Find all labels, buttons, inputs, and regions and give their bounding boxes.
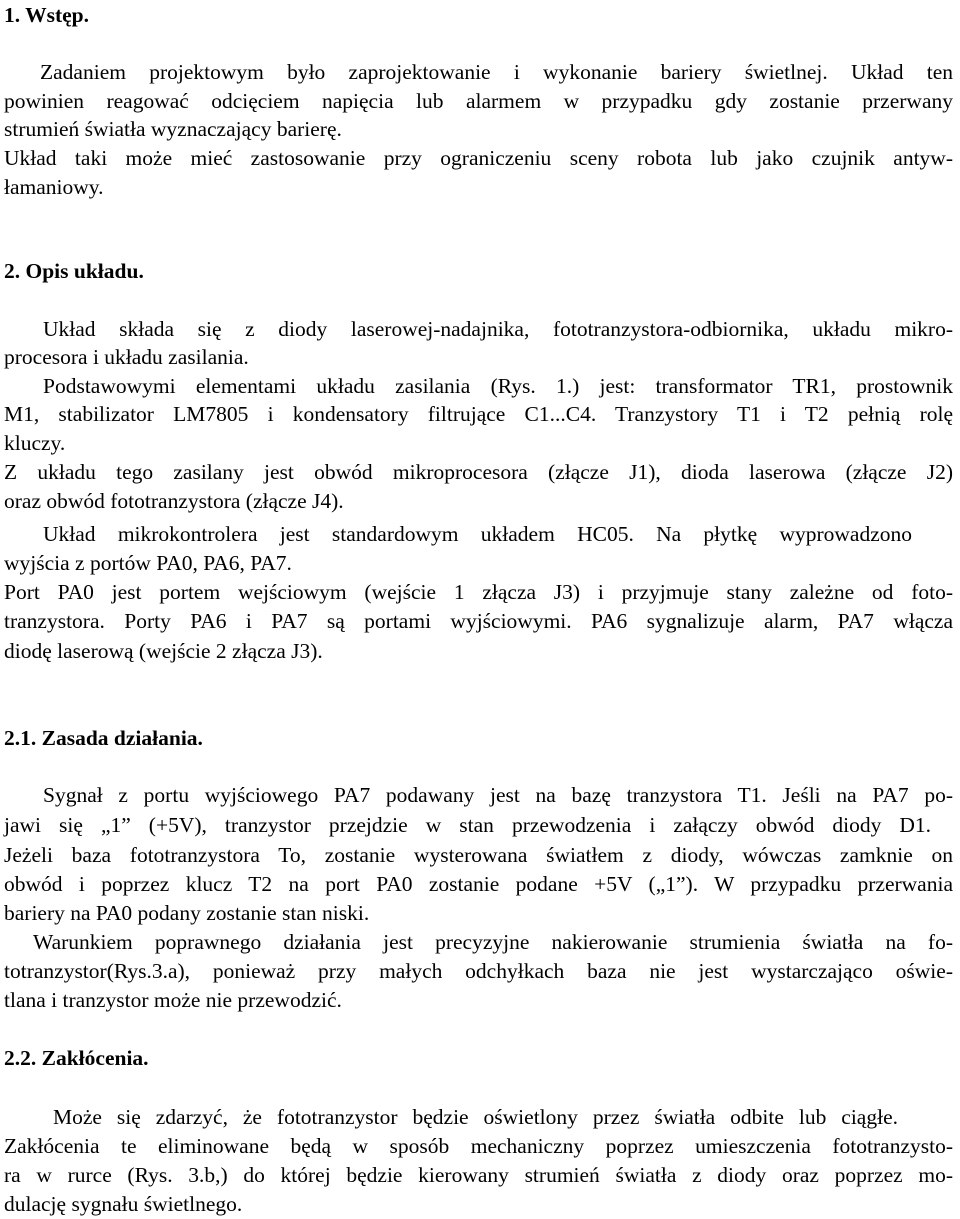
text-line: Z układu tego zasilany jest obwód mikroprocesora (złącze J1), dioda laserowa (złącze J2) (4, 460, 953, 484)
text-line: jawi się „1” (+5V), tranzystor przejdzie w stan przewodzenia i załączy obwód diody D1. (4, 813, 931, 837)
text-line: procesora i układu zasilania. (4, 345, 249, 369)
text-line: bariery na PA0 podany zostanie stan niski. (4, 901, 370, 925)
text-line: Układ taki może mieć zastosowanie przy ograniczeniu sceny robota lub jako czujnik antyw- (4, 146, 953, 170)
text-line: Port PA0 jest portem wejściowym (wejście 1 złącza J3) i przyjmuje stany zależne od foto- (4, 580, 953, 604)
text-line: tlana i tranzystor może nie przewodzić. (4, 988, 342, 1012)
text-line: obwód i poprzez klucz T2 na port PA0 zostanie podane +5V („1”). W przypadku przerwania (4, 872, 953, 896)
text-line: tranzystora. Porty PA6 i PA7 są portami wyjściowymi. PA6 sygnalizuje alarm, PA7 włącza (4, 609, 953, 633)
text-line: totranzystor(Rys.3.a), ponieważ przy małych odchyłkach baza nie jest wystarczająco oświe- (4, 959, 953, 983)
text-line: M1, stabilizator LM7805 i kondensatory filtrujące C1...C4. Tranzystory T1 i T2 pełnią rolę (4, 402, 953, 426)
text-line: Jeżeli baza fototranzystora To, zostanie wysterowana światłem z diody, wówczas zamknie on (4, 843, 953, 867)
text-line: Może się zdarzyć, że fototranzystor będzie oświetlony przez światła odbite lub ciągłe. (53, 1105, 898, 1129)
text-line: powinien reagować odcięciem napięcia lub alarmem w przypadku gdy zostanie przerwany (4, 89, 953, 113)
text-line: wyjścia z portów PA0, PA6, PA7. (4, 551, 292, 575)
text-line: strumień światła wyznaczający barierę. (4, 117, 342, 141)
text-line: diodę laserową (wejście 2 złącza J3). (4, 639, 323, 663)
section-2-1-heading: 2.1. Zasada działania. (4, 726, 203, 750)
text-line: oraz obwód fototranzystora (złącze J4). (4, 489, 344, 513)
section-1-heading: 1. Wstęp. (4, 3, 90, 27)
text-line: ra w rurce (Rys. 3.b,) do której będzie kierowany strumień światła z diody oraz poprzez mo- (4, 1163, 953, 1187)
section-2-heading: 2. Opis układu. (4, 259, 144, 283)
text-line: łamaniowy. (4, 175, 104, 199)
text-line: kluczy. (4, 431, 66, 455)
section-2-2-heading: 2.2. Zakłócenia. (4, 1046, 149, 1070)
text-line: Układ składa się z diody laserowej-nadajnika, fototranzystora-odbiornika, układu mikro- (43, 317, 953, 341)
text-line: Układ mikrokontrolera jest standardowym układem HC05. Na płytkę wyprowadzono (43, 522, 912, 546)
text-line: Zadaniem projektowym było zaprojektowanie i wykonanie bariery świetlnej. Układ ten (40, 60, 953, 84)
text-line: Sygnał z portu wyjściowego PA7 podawany jest na bazę tranzystora T1. Jeśli na PA7 po- (43, 783, 953, 807)
text-line: Zakłócenia te eliminowane będą w sposób mechaniczny poprzez umieszczenia fototranzysto- (4, 1134, 953, 1158)
text-line: Podstawowymi elementami układu zasilania (Rys. 1.) jest: transformator TR1, prostownik (43, 374, 953, 398)
text-line: Warunkiem poprawnego działania jest precyzyjne nakierowanie strumienia światła na fo- (33, 930, 953, 954)
text-line: dulację sygnału świetlnego. (4, 1192, 243, 1216)
